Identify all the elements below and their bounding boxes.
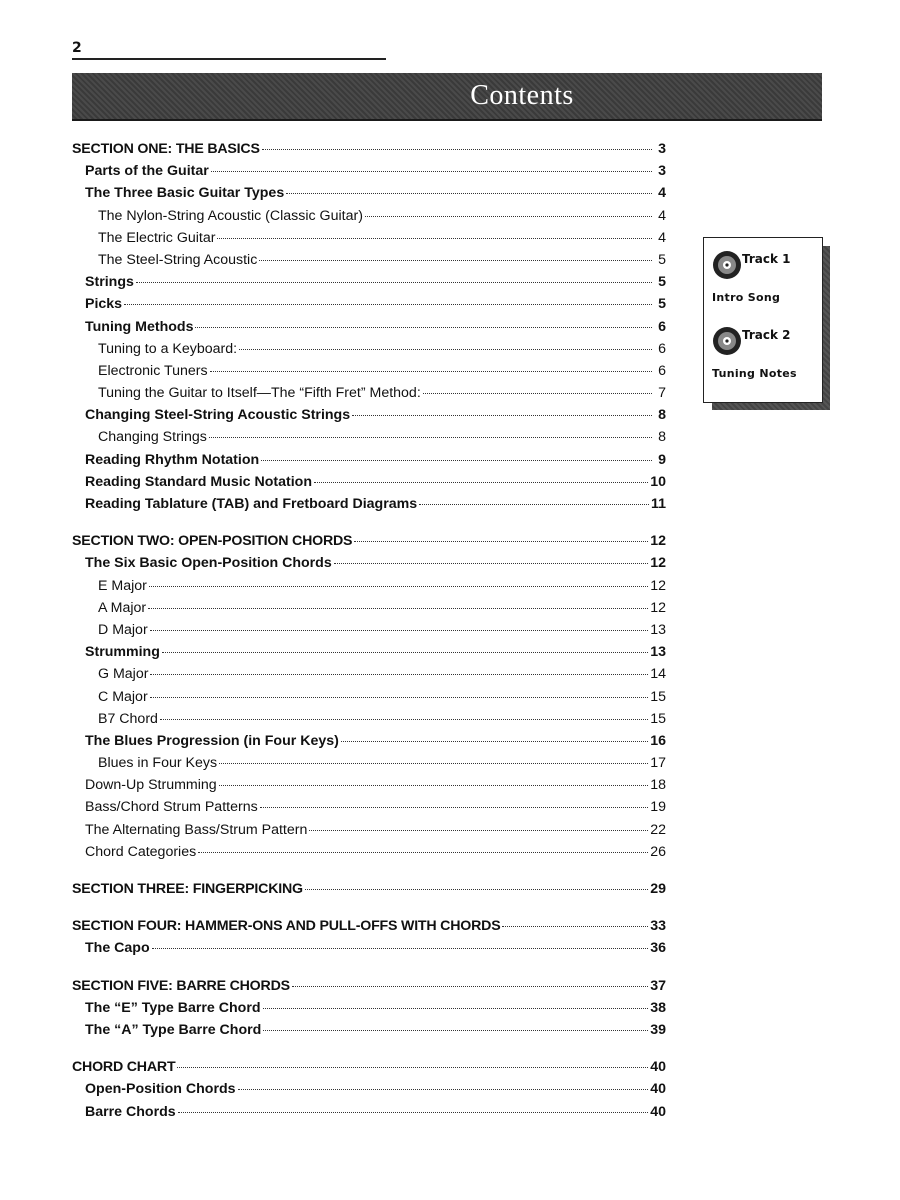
dot-leader [160,719,648,720]
cd-icon [712,248,746,282]
toc-entry [72,452,666,474]
toc-entry [72,407,666,429]
toc-entry [72,252,666,274]
toc-entry-title: Electronic Tuners [98,362,208,379]
toc-section-heading [72,533,666,555]
section-gap [72,518,666,533]
toc-entry-title: SECTION ONE: THE BASICS [72,141,260,157]
toc-entry-title: Picks [85,296,123,313]
toc-entry [72,666,666,688]
toc-entry [72,733,666,755]
dot-leader [334,563,648,564]
dot-leader [259,260,652,261]
dot-leader [217,238,652,239]
toc-page-number: 18 [650,777,666,794]
toc-page-number: 8 [658,429,666,446]
dot-leader [309,830,648,831]
dot-leader [261,460,652,461]
toc-entry [72,1022,666,1044]
toc-page-number: 5 [658,251,666,268]
toc-entry [72,496,666,518]
dot-leader [239,349,652,350]
toc-entry-title: The “A” Type Barre Chord [85,1021,262,1038]
toc-entry-title: SECTION THREE: FINGERPICKING [72,881,303,897]
toc-entry-title: SECTION TWO: OPEN-POSITION CHORDS [72,533,353,550]
toc-page-number: 22 [650,821,666,838]
toc-entry-title: The “E” Type Barre Chord [85,999,261,1016]
dot-leader [211,171,652,172]
dot-leader [292,986,648,987]
toc-entry [72,844,666,866]
toc-entry-title: The Electric Guitar [98,229,216,246]
toc-section-heading [72,978,666,1000]
toc-page-number: 12 [650,533,666,550]
toc-page-number: 36 [650,940,666,957]
toc-page-number: 13 [650,621,666,638]
dot-leader [150,674,648,675]
dot-leader [219,763,648,764]
dot-leader [150,697,649,698]
toc-entry-title: E Major [98,577,147,594]
toc-page-number: 4 [658,185,666,202]
toc-entry [72,600,666,622]
toc-page-number: 6 [658,318,666,335]
toc-page-number: 37 [650,977,666,994]
toc-page-number: 9 [658,451,666,468]
toc-entry-title: The Six Basic Open-Position Chords [85,555,332,572]
toc-entry [72,208,666,230]
dot-leader [177,1067,648,1068]
toc-page-number: 3 [658,163,666,180]
toc-section-heading [72,881,666,903]
toc-entry [72,799,666,821]
toc-entry-title: Changing Steel-String Acoustic Strings [85,407,351,424]
dot-leader [198,852,648,853]
toc-page-number: 15 [650,710,666,727]
header-rule [72,58,386,60]
dot-leader [162,652,648,653]
toc-entry-title: SECTION FIVE: BARRE CHORDS [72,977,290,994]
toc-section-heading [72,141,666,163]
toc-section-heading [72,918,666,940]
toc-entry [72,230,666,252]
toc-entry-title: Open-Position Chords [85,1081,236,1098]
toc-entry [72,163,666,185]
toc-entry-title: Parts of the Guitar [85,163,209,180]
toc-page-number: 40 [650,1059,666,1076]
toc-entry [72,940,666,962]
toc-entry-title: The Three Basic Guitar Types [85,185,285,202]
toc-entry [72,578,666,600]
toc-entry [72,429,666,451]
toc-entry [72,689,666,711]
toc-entry-title: The Steel-String Acoustic [98,251,258,268]
toc-entry-title: Tuning Methods [85,318,194,335]
toc-entry-title: CHORD CHART [72,1059,176,1076]
toc-page-number: 15 [650,688,666,705]
toc-entry-title: Tuning the Guitar to Itself—The “Fifth Fret” Method: [98,385,421,402]
toc-entry [72,274,666,296]
toc-entry [72,385,666,407]
toc-page-number: 40 [650,1081,666,1098]
toc-entry [72,777,666,799]
toc-entry-title: The Nylon-String Acoustic (Classic Guitar) [98,207,363,224]
toc-entry-title: A Major [98,599,147,616]
toc-page-number: 38 [650,999,666,1016]
toc-page-number: 11 [651,496,666,512]
toc-entry [72,1000,666,1022]
dot-leader [305,889,648,890]
toc-page-number: 40 [650,1103,666,1120]
toc-entry-title: G Major [98,666,149,683]
toc-entry [72,644,666,666]
dot-leader [263,1030,648,1031]
dot-leader [152,948,649,949]
toc-page-number: 5 [658,274,666,291]
toc-page-number: 33 [650,918,666,935]
toc-entry [72,341,666,363]
toc-entry [72,474,666,496]
audio-track-box [703,237,823,403]
toc-entry [72,555,666,577]
toc-page-number: 7 [658,385,666,402]
toc-page-number: 4 [658,229,666,246]
toc-entry [72,622,666,644]
track-song-title: Tuning Notes [712,367,797,380]
section-gap [72,963,666,978]
dot-leader [365,216,652,217]
section-gap [72,866,666,881]
dot-leader [195,327,652,328]
toc-entry [72,711,666,733]
dot-leader [136,282,652,283]
contents-banner [72,73,822,121]
toc-entry-title: Tuning to a Keyboard: [98,340,238,357]
toc-page-number: 19 [650,799,666,816]
table-of-contents [72,141,666,1126]
track-song-title: Intro Song [712,291,781,304]
toc-entry [72,296,666,318]
dot-leader [502,926,648,927]
dot-leader [238,1089,649,1090]
toc-page-number: 4 [658,207,666,224]
toc-entry-title: Chord Categories [85,843,197,860]
cd-icon [712,324,746,358]
toc-page-number: 12 [650,577,666,594]
toc-entry-title: Reading Standard Music Notation [85,473,313,490]
page-title: Contents [470,80,574,111]
toc-entry-title: Strings [85,274,134,291]
toc-entry-title: Barre Chords [85,1103,176,1120]
section-gap [72,903,666,918]
toc-entry-title: The Alternating Bass/Strum Pattern [85,821,308,838]
dot-leader [210,371,652,372]
dot-leader [263,1008,649,1009]
section-gap [72,1044,666,1059]
track-label: Track 1 [742,252,791,266]
toc-entry-title: C Major [98,688,148,705]
toc-entry [72,755,666,777]
toc-page-number: 12 [650,599,666,616]
dot-leader [286,193,652,194]
page-number: 2 [72,40,82,56]
toc-page-number: 12 [650,555,666,572]
toc-entry-title: B7 Chord [98,710,158,727]
toc-entry [72,822,666,844]
toc-page-number: 5 [658,296,666,313]
dot-leader [352,415,652,416]
toc-entry-title: Strumming [85,644,160,661]
toc-page-number: 6 [658,362,666,379]
dot-leader [149,586,648,587]
toc-entry-title: The Blues Progression (in Four Keys) [85,732,339,749]
toc-entry-title: Blues in Four Keys [98,755,218,772]
dot-leader [209,437,652,438]
toc-page-number: 13 [650,644,666,661]
toc-entry [72,1104,666,1126]
dot-leader [260,807,649,808]
dot-leader [148,608,648,609]
track-label: Track 2 [742,328,791,342]
toc-entry-title: SECTION FOUR: HAMMER-ONS AND PULL-OFFS WITH CHORDS [72,918,501,935]
toc-page-number: 26 [650,843,666,860]
toc-entry-title: Reading Tablature (TAB) and Fretboard Diagrams [85,496,418,512]
toc-entry [72,185,666,207]
toc-entry [72,1081,666,1103]
dot-leader [341,741,648,742]
toc-page-number: 17 [650,755,666,772]
toc-entry [72,319,666,341]
dot-leader [262,149,652,150]
dot-leader [423,393,652,394]
toc-page-number: 6 [658,340,666,357]
toc-page-number: 39 [650,1021,666,1038]
dot-leader [354,541,648,542]
toc-entry-title: Down-Up Strumming [85,777,217,794]
dot-leader [314,482,648,483]
dot-leader [150,630,649,631]
toc-page-number: 3 [658,141,666,157]
toc-entry [72,363,666,385]
toc-page-number: 14 [650,666,666,683]
dot-leader [178,1112,649,1113]
toc-entry-title: Bass/Chord Strum Patterns [85,799,258,816]
toc-page-number: 8 [658,407,666,424]
dot-leader [219,785,649,786]
toc-page-number: 10 [650,473,666,490]
toc-page-number: 29 [650,881,666,897]
toc-section-heading [72,1059,666,1081]
dot-leader [124,304,652,305]
dot-leader [419,504,649,505]
toc-entry-title: Changing Strings [98,429,207,446]
toc-entry-title: The Capo [85,940,150,957]
toc-page-number: 16 [650,732,666,749]
toc-entry-title: Reading Rhythm Notation [85,451,260,468]
toc-entry-title: D Major [98,621,148,638]
